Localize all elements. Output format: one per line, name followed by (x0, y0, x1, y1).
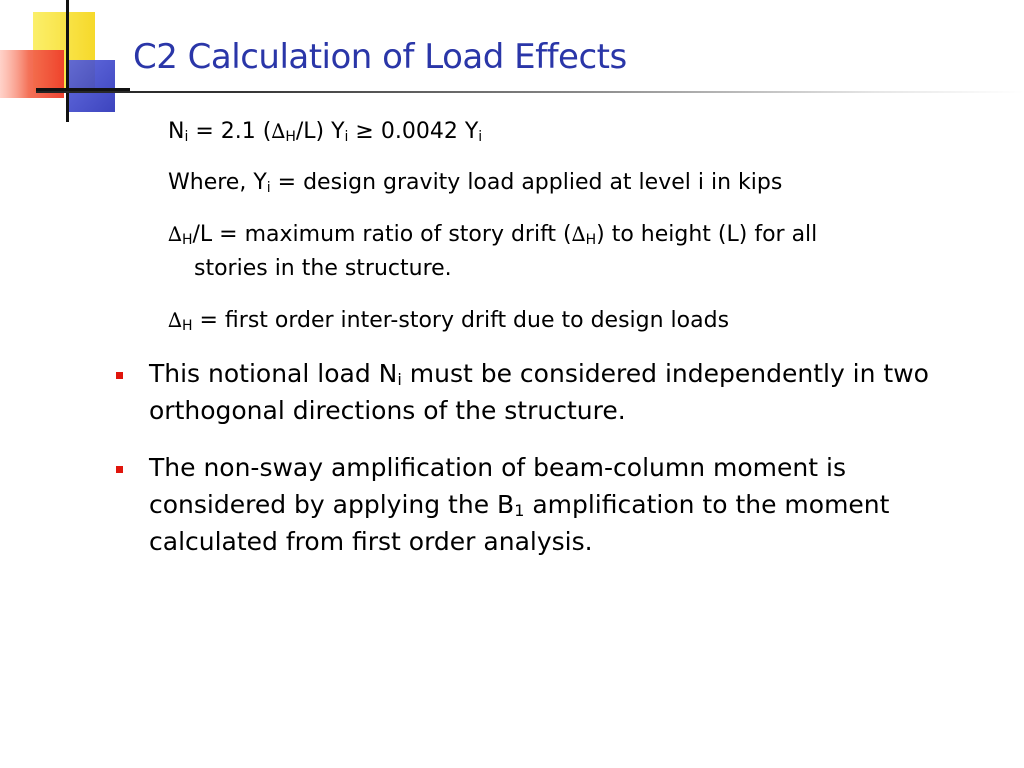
definition-text: = first order inter-story drift due to design loads (192, 308, 730, 333)
formula-symbol-n: N (168, 119, 185, 144)
formula-subscript: i (478, 129, 483, 145)
bullet-text-part: must be considered independently in two orthogonal directions of the structure. (149, 359, 929, 425)
definition-line-drift (168, 303, 948, 338)
bullet-subscript: i (397, 370, 402, 389)
delta-symbol: ∆ (168, 222, 182, 246)
formula-subscript: i (344, 129, 349, 145)
title-underline (36, 91, 1024, 93)
bullet-subscript: 1 (514, 501, 525, 520)
definition-line-drift-ratio (168, 217, 948, 286)
formula-subscript: H (585, 232, 597, 248)
formula-text: ≥ 0.0042 Y (348, 119, 479, 144)
bullet-square-icon (116, 466, 123, 473)
definition-text: = design gravity load applied at level i in kips (270, 170, 783, 195)
delta-symbol: ∆ (271, 119, 286, 143)
corner-logo-icon (0, 0, 130, 125)
formula-subscript: i (266, 180, 271, 196)
formula-subscript: H (181, 318, 193, 334)
definition-text: Where, Y (168, 170, 267, 195)
bullet-square-icon (116, 372, 123, 379)
definition-continuation: stories in the structure. (194, 256, 452, 281)
bullet-text (149, 355, 989, 429)
bullet-text-part: amplification to the moment calculated from first order analysis. (149, 490, 890, 556)
formula-text: /L) Y (295, 119, 345, 144)
formula-subscript: i (184, 129, 189, 145)
definition-line-y (168, 166, 948, 200)
formula-subscript: H (181, 232, 193, 248)
definition-text: /L = maximum ratio of story drift ( (192, 222, 572, 247)
formula-subscript: H (285, 129, 296, 145)
definition-text: ) to height (L) for all (596, 222, 818, 247)
delta-symbol: ∆ (168, 308, 182, 332)
slide-title: C2 Calculation of Load Effects (133, 37, 627, 77)
formula-line (168, 114, 948, 149)
formula-text: = 2.1 ( (188, 119, 272, 144)
bullet-text (149, 449, 989, 560)
delta-symbol: ∆ (571, 222, 586, 246)
bullet-text-part: This notional load N (149, 359, 398, 388)
bullet-text-part: The non-sway amplification of beam-column moment is considered by applying the B (149, 453, 846, 519)
